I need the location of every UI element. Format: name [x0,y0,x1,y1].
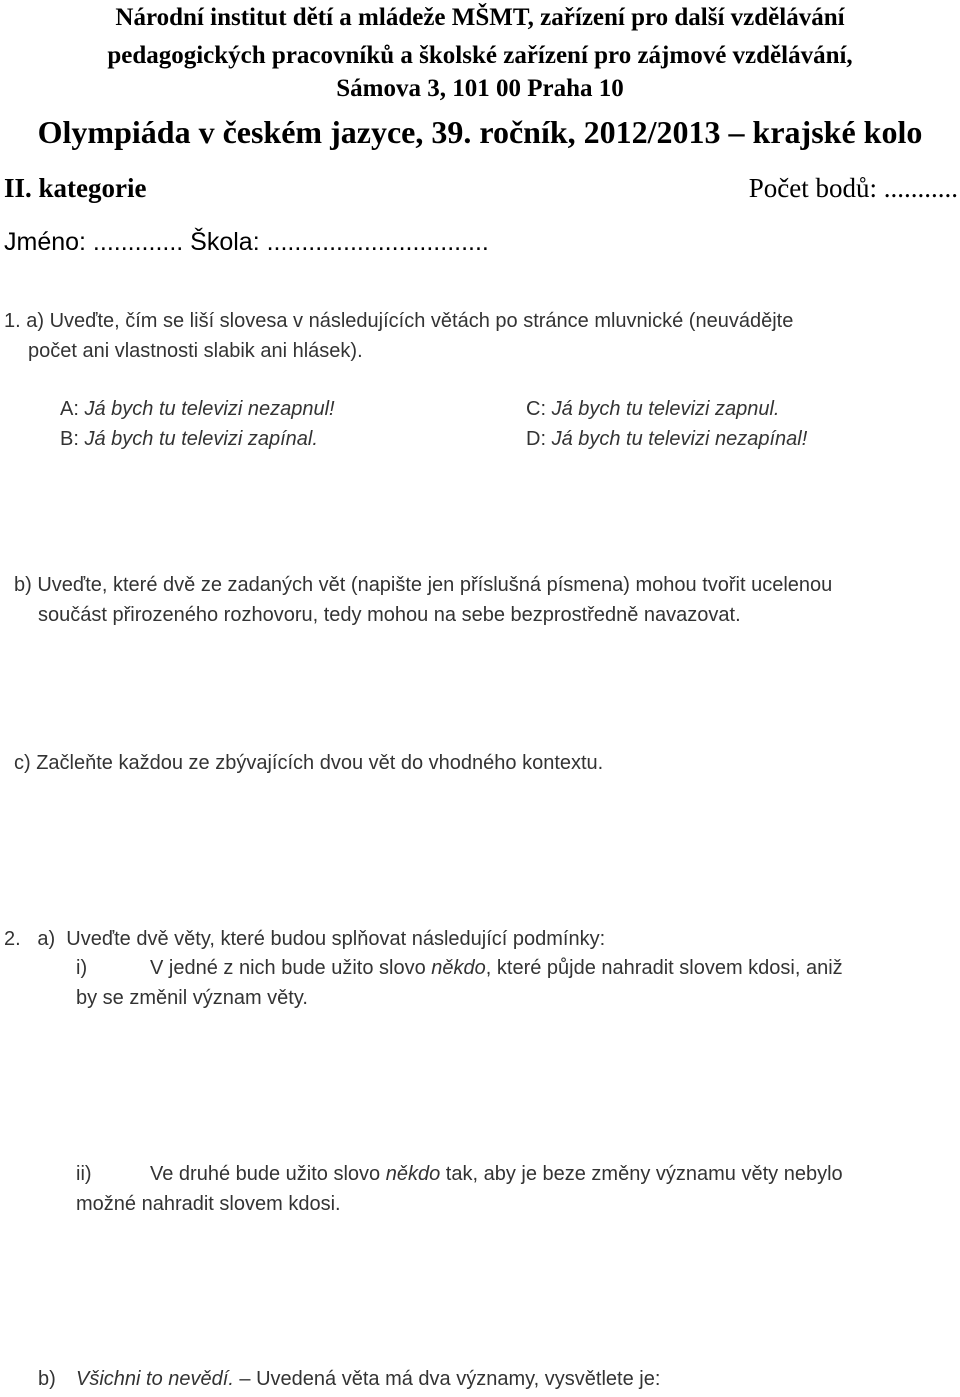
task2-ii-post: tak, aby je beze změny významu věty nebylo [440,1163,843,1185]
task1b-line1: b) Uveďte, které dvě ze zadaných vět (napište jen příslušná písmena) mohou tvořit ucelenou [14,574,833,596]
sentence-b [60,428,318,451]
task2-b-italic: Všichni to nevědí. [76,1368,234,1390]
task2-ii-word: někdo [385,1163,441,1185]
task1c-line: c) Začleňte každou ze zbývajících dvou vět do vhodného kontextu. [14,752,604,774]
institute-name-line1: Národní institut dětí a mládeže MŠMT, zařízení pro další vzdělávání [115,4,845,31]
sentence-c-text: Já bych tu televizi zapnul. [551,398,780,420]
sentence-c [526,398,779,421]
sentence-d [526,428,807,451]
task2-i-pre: V jedné z nich bude užito slovo [150,957,432,979]
task2-ii-pre: Ve druhé bude užito slovo [150,1163,386,1185]
task2-b-text [76,1368,660,1391]
points-field: Počet bodů: ........... [748,173,958,203]
task2-i-line2: by se změnil význam věty. [76,987,308,1009]
page-title: Olympiáda v českém jazyce, 39. ročník, 2012/2013 – krajské kolo [37,114,923,150]
task2-i-text [150,957,843,980]
task2-ii-text [150,1163,843,1186]
sentence-a [60,398,335,421]
sentence-d-label: D: [526,428,546,450]
task2-i-post: , které půjde nahradit slovem kdosi, aniž [485,957,843,979]
task1b-line2: součást přirozeného rozhovoru, tedy mohou na sebe bezprostředně navazovat. [38,604,741,626]
task1a-line2: počet ani vlastnosti slabik ani hlásek). [28,340,363,362]
task2-ii-label: ii) [76,1163,92,1185]
sentence-b-text: Já bych tu televizi zapínal. [84,428,318,450]
task2-i-label: i) [76,957,88,979]
institute-address: Sámova 3, 101 00 Praha 10 [336,75,624,102]
task2-i-word: někdo [431,957,486,979]
name-school-field: Jméno: ............. Škola: ................................ [4,228,489,256]
task2a-line: 2. a) Uveďte dvě věty, které budou splňovat následující podmínky: [4,928,606,950]
sentence-c-label: C: [526,398,546,420]
task1a-line1: 1. a) Uveďte, čím se liší slovesa v následujících větách po stránce mluvnické (neuvádějte [4,310,794,332]
sentence-a-label: A: [60,398,79,420]
sentence-d-text: Já bych tu televizi nezapínal! [551,428,808,450]
sentence-a-text: Já bych tu televizi nezapnul! [84,398,335,420]
task2-b-rest: – Uvedená věta má dva významy, vysvětlete je: [233,1368,661,1390]
institute-name-line2: pedagogických pracovníků a školské zařízení pro zájmové vzdělávání, [107,42,853,69]
task2-b-label: b) [38,1368,56,1390]
category-label: II. kategorie [4,173,147,203]
sentence-b-label: B: [60,428,79,450]
task2-ii-line2: možné nahradit slovem kdosi. [76,1193,341,1215]
